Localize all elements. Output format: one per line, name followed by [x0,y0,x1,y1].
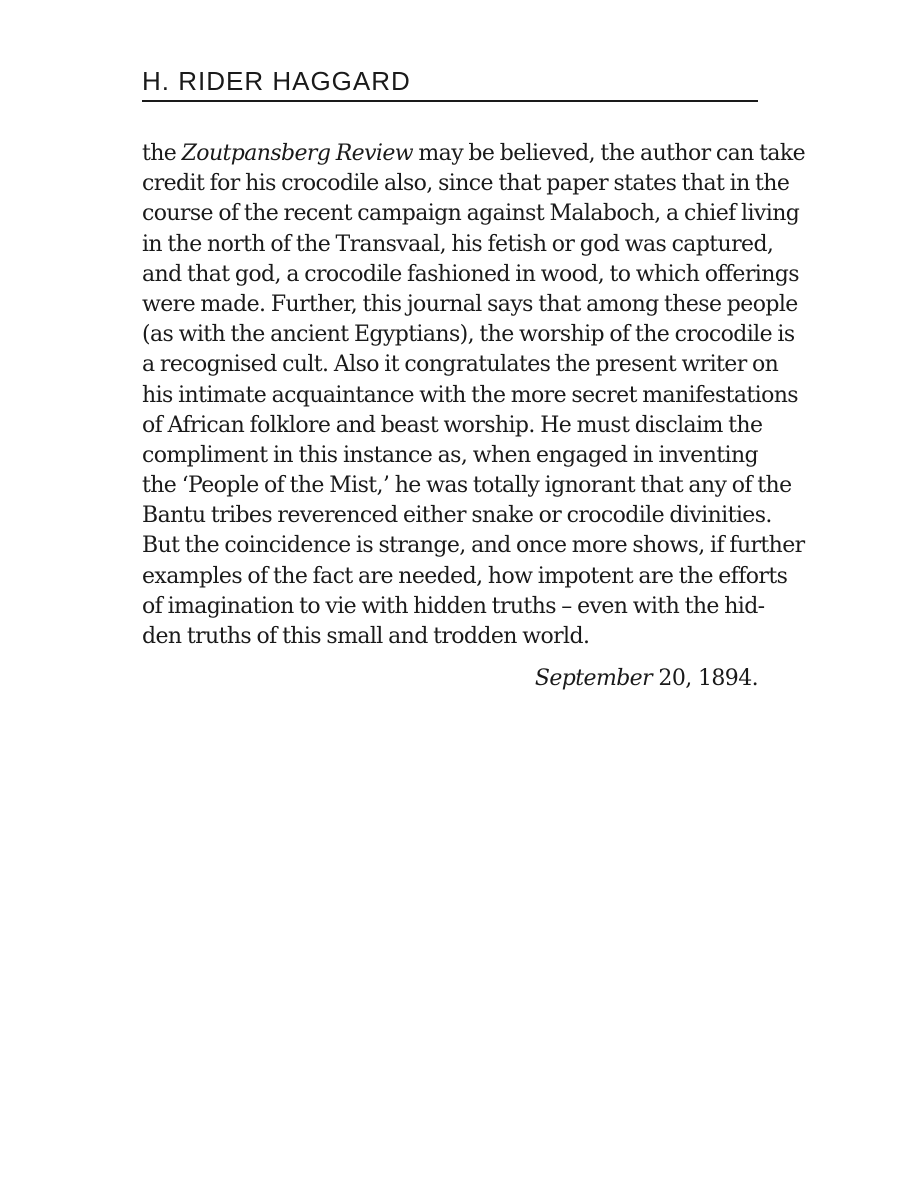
text-line [142,139,806,169]
text-line: (as with the ancient Egyptians), the worship of the crocodile is [142,322,795,348]
body-paragraph [142,139,806,652]
text-line: his intimate acquaintance with the more secret manifestations [142,382,798,408]
text-line: and that god, a crocodile fashioned in wood, to which offerings [142,261,799,287]
header-rule [142,100,758,102]
text-line: the ‘People of the Mist,’ he was totally ignorant that any of the [142,473,792,499]
text-line: compliment in this instance as, when engaged in inventing [142,442,758,468]
text-line: of African folklore and beast worship. He must disclaim the [142,412,763,438]
dateline-month: September [534,666,653,691]
text-line: Bantu tribes reverenced either snake or crocodile divinities. [142,503,772,529]
dateline-date: 20, 1894. [652,666,758,691]
text-line: den truths of this small and trodden world. [142,624,590,649]
running-head: H. RIDER HAGGARD [142,66,411,96]
text-line: in the north of the Transvaal, his fetish or god was captured, [142,231,774,257]
text-line: were made. Further, this journal says that among these people [142,291,798,317]
text-line: a recognised cult. Also it congratulates the present writer on [142,352,779,378]
text-run: may be believed, the author can take [413,141,806,166]
text-line: credit for his crocodile also, since that paper states that in the [142,171,790,197]
text-line: course of the recent campaign against Malaboch, a chief living [142,201,800,227]
text-line: of imagination to vie with hidden truths – even with the hid- [142,593,765,619]
periodical-title: Zoutpansberg Review [181,141,414,166]
dateline [142,664,758,694]
text-line: But the coincidence is strange, and once more shows, if further [142,533,805,559]
text-run: the [142,141,182,166]
text-line: examples of the fact are needed, how impotent are the efforts [142,563,788,589]
